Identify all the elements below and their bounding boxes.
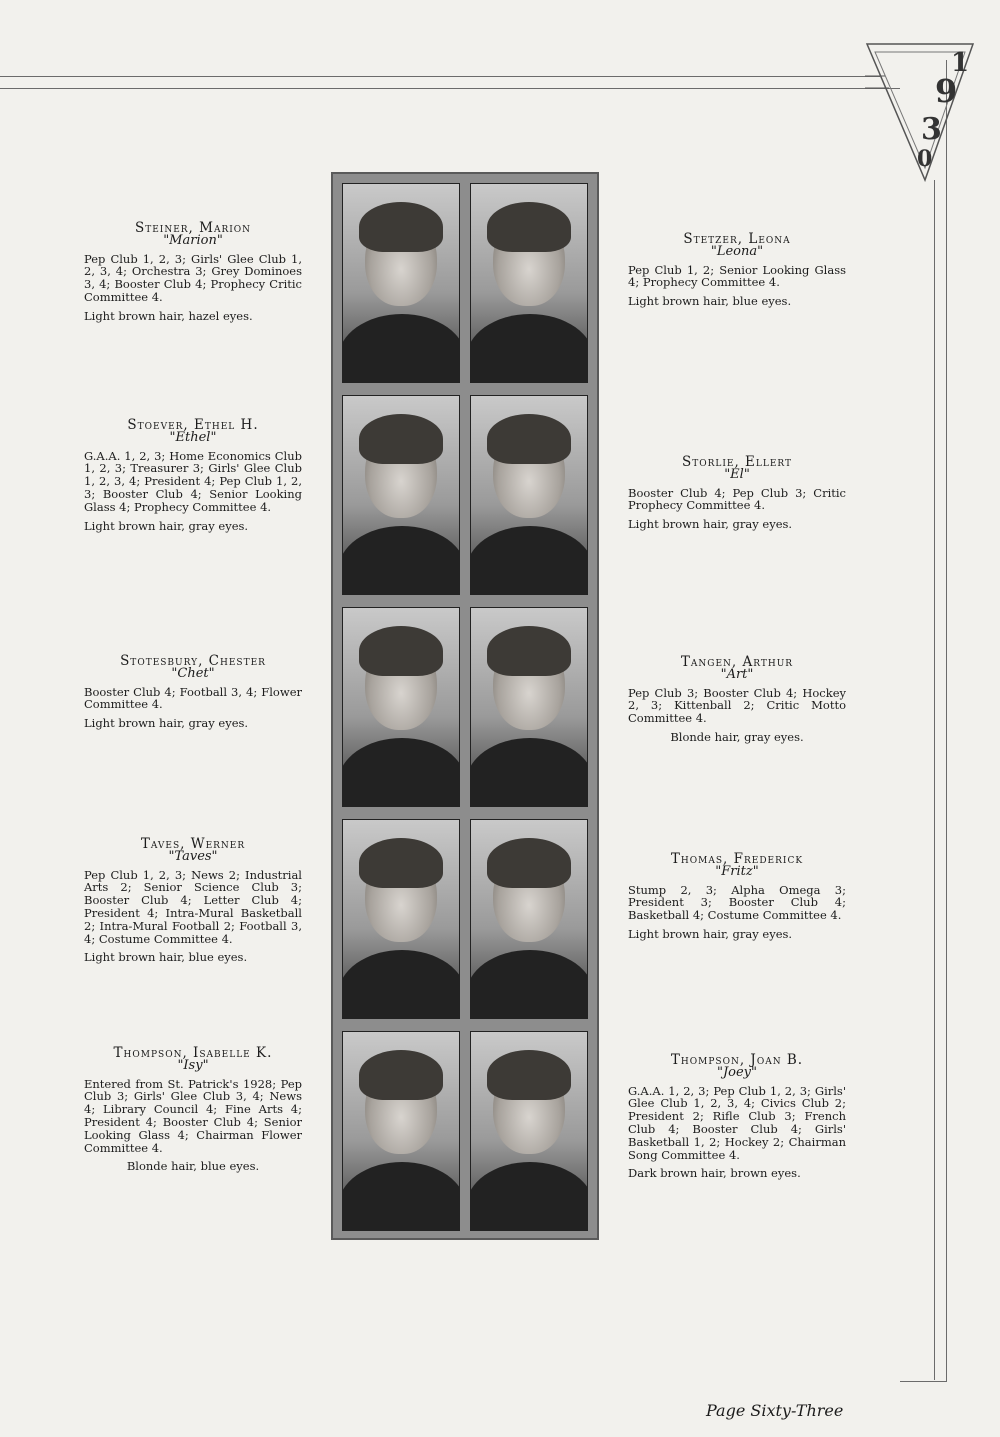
emblem-digit-4: 0: [917, 146, 933, 172]
student-name: Tangen, Arthur: [680, 654, 794, 670]
student-nickname: "El": [724, 466, 750, 482]
student-entry: [84, 419, 302, 532]
student-activities: G.A.A. 1, 2, 3; Home Economics Club 1, 2, 3; Treasurer 3; Girls' Glee Club 1, 2, 3, 4; President 4; Pep Club 1, 2, 3; Booster Club 4; Senior Looking Glass 4; Prophecy Committee 4.: [84, 448, 302, 514]
student-name: Storlie, Ellert: [681, 454, 793, 470]
student-name: Stoever, Ethel H.: [127, 417, 259, 433]
top-rule-outer: [0, 76, 880, 77]
portrait-photo: [470, 819, 588, 1019]
portrait-photo: [470, 183, 588, 383]
portrait-photo: [342, 607, 460, 807]
portrait-photo: [342, 395, 460, 595]
student-activities: G.A.A. 1, 2, 3; Pep Club 1, 2, 3; Girls' Glee Club 1, 2, 3, 4; Civics Club 2; President 2; Rifle Club 3; French Club 4; Booster Club 4; Girls' Basketball 1, 2; Hockey 2; Chairman Song Committee 4.: [628, 1083, 846, 1162]
student-activities: Pep Club 3; Booster Club 4; Hockey 2, 3; Kittenball 2; Critic Motto Committee 4.: [628, 685, 846, 726]
student-nickname: "Marion": [163, 232, 223, 248]
page-number: Page Sixty-Three: [706, 1401, 844, 1420]
portrait-photo: [342, 1031, 460, 1231]
student-name: Thompson, Isabelle K.: [113, 1045, 273, 1061]
student-description: Light brown hair, hazel eyes.: [84, 308, 253, 323]
student-nickname: "Ethel": [169, 429, 217, 445]
student-description: Light brown hair, gray eyes.: [84, 716, 249, 731]
student-activities: Entered from St. Patrick's 1928; Pep Club 3; Girls' Glee Club 3, 4; News 4; Library Council 4; Fine Arts 4; President 4; Booster Club 4; Senior Looking Glass 4; Chairman Flower Committee 4.: [84, 1076, 302, 1155]
student-nickname: "Leona": [710, 243, 764, 259]
portrait-photo: [470, 1031, 588, 1231]
student-activities: Booster Club 4; Pep Club 3; Critic Prophecy Committee 4.: [628, 485, 846, 513]
year-emblem: [865, 30, 975, 190]
student-activities: Pep Club 1, 2; Senior Looking Glass 4; Prophecy Committee 4.: [628, 262, 846, 290]
student-description: Light brown hair, gray eyes.: [628, 517, 793, 532]
student-entry: [628, 233, 846, 308]
student-name: Steiner, Marion: [134, 220, 252, 236]
student-activities: Pep Club 1, 2, 3; News 2; Industrial Arts 2; Senior Science Club 3; Booster Club 4; Letter Club 4; President 4; Intra-Mural Basketball 2; Intra-Mural Football 2; Football 3, 4; Costume Committee 4.: [84, 867, 302, 946]
student-activities: Pep Club 1, 2, 3; Girls' Glee Club 1, 2, 3, 4; Orchestra 3; Grey Dominoes 3, 4; Booster Club 4; Prophecy Critic Committee 4.: [84, 251, 302, 304]
photo-strip: [331, 172, 599, 1240]
student-description: Light brown hair, gray eyes.: [84, 518, 249, 533]
student-description: Light brown hair, blue eyes.: [84, 950, 248, 965]
student-description: Blonde hair, blue eyes.: [126, 1159, 260, 1174]
student-nickname: "Art": [720, 666, 754, 682]
student-nickname: "Isy": [177, 1057, 209, 1073]
emblem-digit-2: 9: [935, 72, 958, 110]
right-rule-inner: [946, 60, 947, 1382]
student-entry: [628, 1054, 846, 1180]
student-entry: [628, 656, 846, 744]
student-entry: [84, 222, 302, 323]
student-description: Light brown hair, blue eyes.: [628, 294, 792, 309]
student-entry: [84, 1047, 302, 1173]
student-activities: Booster Club 4; Football 3, 4; Flower Committee 4.: [84, 684, 302, 712]
portrait-photo: [470, 607, 588, 807]
emblem-digit-1: 1: [951, 48, 970, 78]
student-activities: Stump 2, 3; Alpha Omega 3; President 3; Booster Club 4; Basketball 4; Costume Committee 4.: [628, 882, 846, 923]
bottom-corner-rule: [900, 1381, 947, 1382]
student-name: Thomas, Frederick: [670, 851, 804, 867]
right-rule-outer: [934, 180, 935, 1380]
emblem-digit-3: 3: [921, 112, 942, 147]
student-description: Dark brown hair, brown eyes.: [628, 1166, 801, 1181]
student-name: Thompson, Joan B.: [670, 1052, 804, 1068]
student-nickname: "Taves": [168, 848, 218, 864]
top-rule-inner: [0, 88, 900, 89]
student-nickname: "Joey": [716, 1064, 758, 1080]
student-nickname: "Chet": [171, 665, 215, 681]
student-description: Blonde hair, gray eyes.: [670, 729, 804, 744]
student-description: Light brown hair, gray eyes.: [628, 926, 793, 941]
student-entry: [628, 456, 846, 531]
student-entry: [628, 853, 846, 941]
portrait-photo: [470, 395, 588, 595]
portrait-photo: [342, 819, 460, 1019]
student-name: Stotesbury, Chester: [120, 653, 266, 669]
student-name: Stetzer, Leona: [683, 231, 791, 247]
student-entry: [84, 655, 302, 730]
student-nickname: "Fritz": [715, 863, 759, 879]
student-name: Taves, Werner: [140, 836, 246, 852]
student-entry: [84, 838, 302, 964]
portrait-photo: [342, 183, 460, 383]
